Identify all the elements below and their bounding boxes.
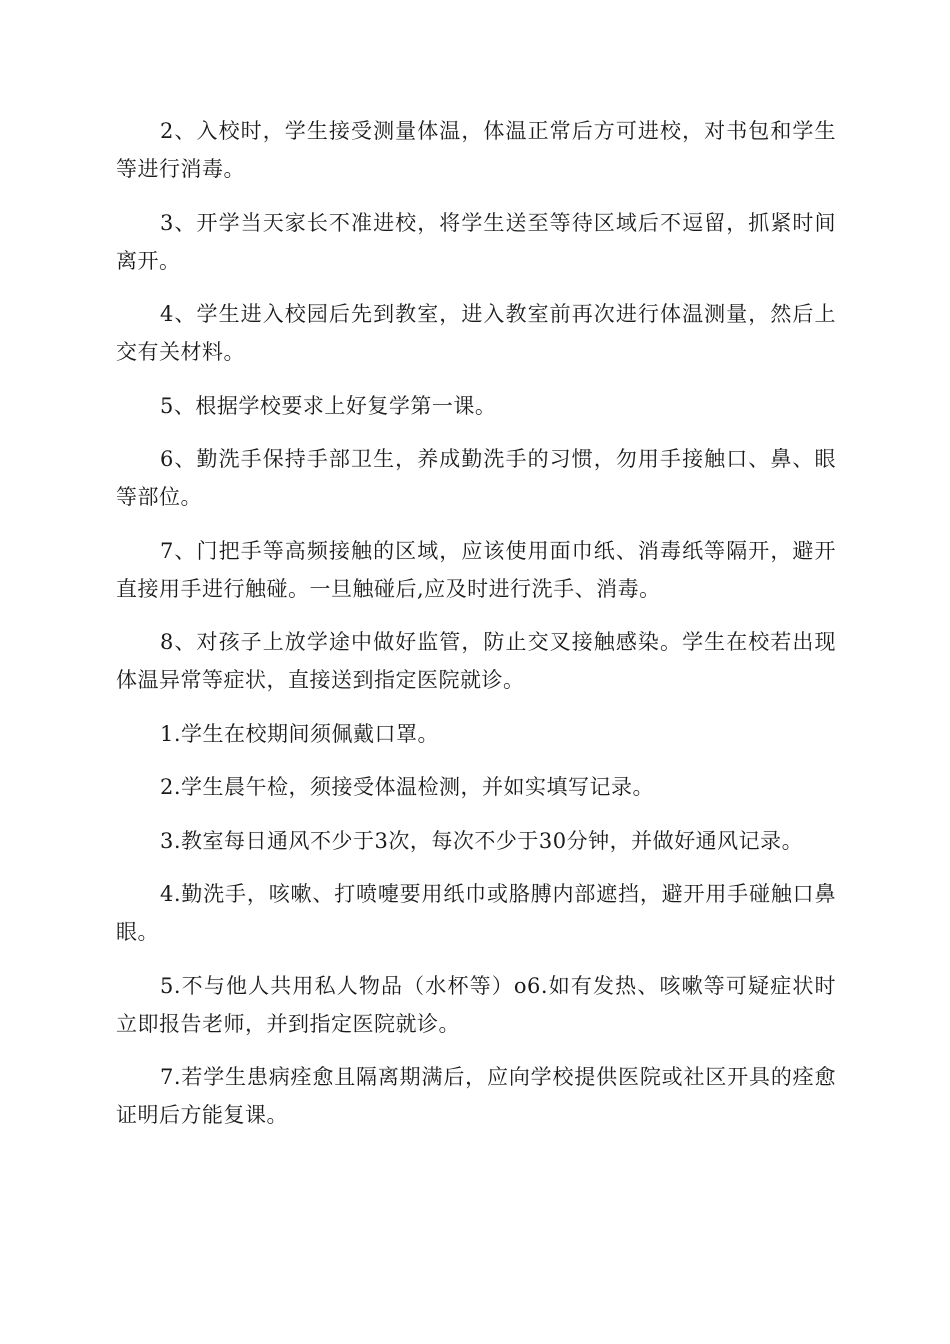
paragraph-door-handles: 7、门把手等高频接触的区域，应该使用面巾纸、消毒纸等隔开，避开直接用手进行触碰。一旦触碰后,应及时进行洗手、消毒。 (116, 538, 836, 601)
paragraph-first-lesson: 5、根据学校要求上好复学第一课。 (160, 393, 497, 418)
paragraph-hand-washing: 6、勤洗手保持手部卫生，养成勤洗手的习惯，勿用手接触口、鼻、眼等部位。 (116, 447, 836, 509)
paragraph-wear-mask: 1.学生在校期间须佩戴口罩。 (160, 721, 440, 746)
paragraph-parents-not-enter: 3、开学当天家长不准进校，将学生送至等待区域后不逗留，抓紧时间离开。 (116, 210, 836, 273)
paragraph-cough-etiquette: 4.勤洗手，咳嗽、打喷嚏要用纸巾或胳膊内部遮挡，避开用手碰触口鼻眼。 (116, 882, 836, 944)
paragraph-classroom-recheck: 4、学生进入校园后先到教室，进入教室前再次进行体温测量，然后上交有关材料。 (116, 302, 836, 364)
paragraph-ventilation: 3.教室每日通风不少于3次，每次不少于30分钟，并做好通风记录。 (160, 828, 804, 853)
paragraph-commute-supervision: 8、对孩子上放学途中做好监管，防止交叉接触感染。学生在校若出现体温异常等症状，直接送到指定医院就诊。 (116, 630, 836, 692)
paragraph-no-sharing: 5.不与他人共用私人物品（水杯等）o6.如有发热、咳嗽等可疑症状时立即报告老师，并到指定医院就诊。 (116, 973, 836, 1036)
document-body (116, 112, 836, 1150)
paragraph-recovery-certificate: 7.若学生患病痊愈且隔离期满后，应向学校提供医院或社区开具的痊愈证明后方能复课。 (116, 1065, 836, 1127)
paragraph-morning-check: 2.学生晨午检，须接受体温检测，并如实填写记录。 (160, 775, 655, 799)
paragraph-entry-school-temperature: 2、入校时，学生接受测量体温，体温正常后方可进校，对书包和学生等进行消毒。 (116, 119, 836, 181)
